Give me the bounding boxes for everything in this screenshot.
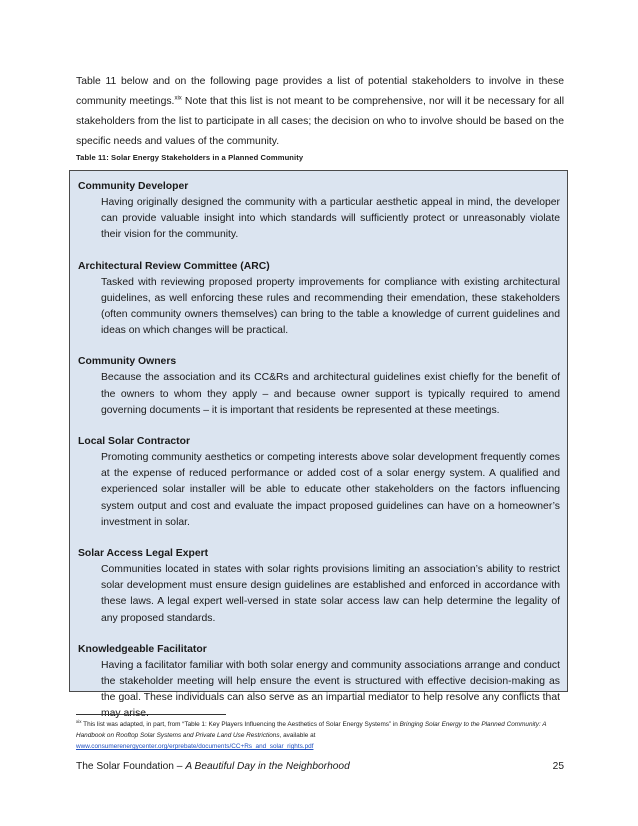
stakeholder-description: Tasked with reviewing proposed property improvements for compliance with existing architectural guidelines, as well enforcing these rules and recommending their emendation, these stakeholders (often community owners themselves) can bring to the table a knowledge of current guidelines and ideas on which changes will be practical. xyxy=(101,276,560,337)
stakeholder-title: Local Solar Contractor xyxy=(78,436,191,448)
footnote-divider xyxy=(76,714,226,715)
stakeholder-entry xyxy=(78,260,560,340)
intro-paragraph xyxy=(76,72,564,152)
stakeholder-title: Architectural Review Committee (ARC) xyxy=(78,260,270,272)
stakeholder-description: Promoting community aesthetics or competing interests above solar development frequently comes at the expense of reduced performance or added cost of a solar energy system. A qualified and experienced solar installer will be able to educate other stakeholders on the factors influencing system output and cost and evaluate the impact proposed guidelines can have on a homeowner’s investment in solar. xyxy=(101,452,560,528)
page-footer xyxy=(76,761,564,772)
stakeholder-title: Knowledgeable Facilitator xyxy=(78,643,207,655)
stakeholder-table xyxy=(69,170,568,720)
footnote xyxy=(76,716,566,752)
stakeholder-description: Having a facilitator familiar with both solar energy and community associations arrange and conduct the stakeholder meeting will help ensure the event is structured with effective decision-making as the goal. These individuals can also serve as an impartial mediator to help resolve any conflicts that may arise. xyxy=(101,659,560,720)
stakeholder-entry xyxy=(78,355,560,419)
stakeholder-title: Community Owners xyxy=(78,356,177,368)
intro-text: Table 11 below and on the following page provides a list of potential stakeholders to involve in these community meetings. xyxy=(76,76,564,107)
footnote-text-after: , available at xyxy=(279,732,316,740)
intro-text-continued: Note that this list is not meant to be comprehensive, nor will it be necessary for all stakeholders from the list to participate in all cases; the decision on who to involve should be based on the specific needs and values of the community. xyxy=(76,96,564,147)
stakeholder-title: Community Developer xyxy=(78,181,189,192)
stakeholder-description: Having originally designed the community with a particular aesthetic appeal in mind, the developer can provide valuable insight into which standards will sufficiently protect or unreasonably violate their vision for the community. xyxy=(101,197,560,241)
page-number: 25 xyxy=(552,761,564,772)
footnote-reference[interactable]: xix xyxy=(174,95,182,102)
footer-doc-title: A Beautiful Day in the Neighborhood xyxy=(185,761,350,772)
footer-org: The Solar Foundation – xyxy=(76,761,186,772)
stakeholder-entry xyxy=(78,547,560,627)
stakeholder-description: Because the association and its CC&Rs and architectural guidelines exist chiefly for the benefit of the owners to whom they apply – and because owner support is typically required to amend governing documents – it is important that residents be represented at these meetings. xyxy=(101,372,560,416)
stakeholder-entry xyxy=(78,435,560,531)
stakeholder-entry xyxy=(78,643,560,723)
table-caption: Table 11: Solar Energy Stakeholders in a Planned Community xyxy=(76,153,304,162)
footnote-text: This list was adapted, in part, from “Table 1: Key Players Influencing the Aesthetics of Solar Energy Systems” in xyxy=(81,721,400,729)
footnote-marker: xix xyxy=(76,719,82,724)
footer-title xyxy=(76,761,350,772)
stakeholder-entry xyxy=(78,180,560,244)
footnote-book-title: Bringing Solar Energy to the Planned Community: A Handbook on Rooftop Solar Systems and Private Land Use Restrictions xyxy=(76,721,547,740)
footnote-link[interactable]: www.consumerenergycenter.org/erprebate/documents/CC+Rs_and_solar_rights.pdf xyxy=(76,743,314,751)
stakeholder-description: Communities located in states with solar rights provisions limiting an association’s ability to restrict solar development must ensure design guidelines are established and enforced in accordance with these laws. A legal expert well-versed in state solar access law can help determine the legality of any proposed standards. xyxy=(101,564,560,624)
stakeholder-title: Solar Access Legal Expert xyxy=(78,548,209,560)
